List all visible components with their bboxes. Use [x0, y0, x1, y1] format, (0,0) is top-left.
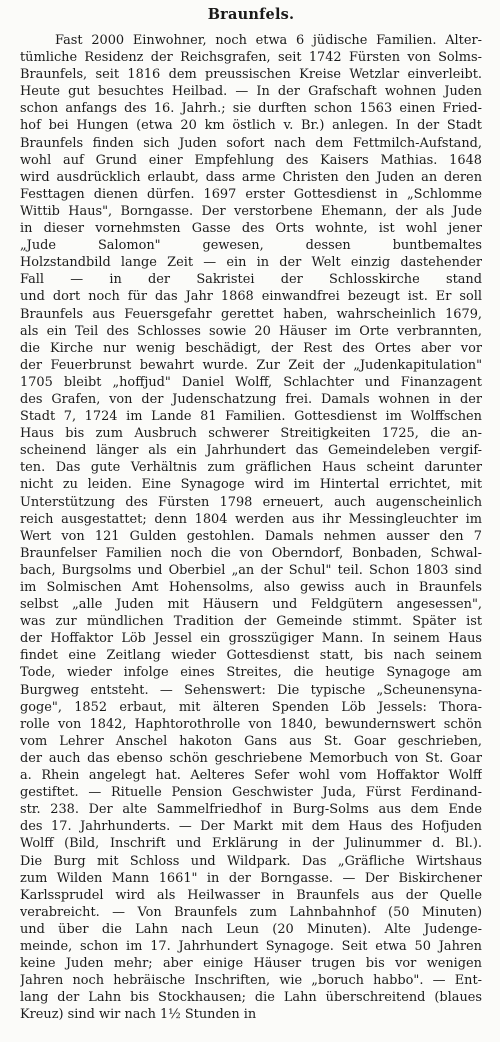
- text-line: Fall — in der Sakristei der Schlosskirche stand: [20, 272, 482, 288]
- text-line: Fast 2000 Einwohner, noch etwa 6 jüdische Familien. Alter-: [20, 33, 482, 48]
- text-line: was zur mündlichen Tradition der Gemeinde stimmt. Später ist: [20, 614, 482, 630]
- text-line: Die Burg mit Schloss und Wildpark. Das „Gräfliche Wirtshaus: [20, 853, 482, 869]
- text-line: bach, Burgsolms und Oberbiel „an der Schul" teil. Schon 1803 sind: [20, 562, 482, 578]
- text-line: tümliche Residenz der Reichsgrafen, seit 1742 Fürsten von Solms-: [20, 50, 482, 66]
- page-title: Braunfels.: [207, 6, 295, 23]
- text-line: verabreicht. — Von Braunfels zum Lahnbahnhof (50 Minuten): [20, 904, 482, 920]
- text-line: des 17. Jahrhunderts. — Der Markt mit dem Haus des Hofjuden: [20, 819, 482, 835]
- text-line: Jahren noch hebräische Inschriften, wie „boruch habbo". — Ent-: [20, 973, 482, 989]
- text-line: 1705 bleibt „hoffjud" Daniel Wolff, Schlachter und Finanzagent: [20, 374, 482, 390]
- text-line: Stadt 7, 1724 im Lande 81 Familien. Gottesdienst im Wolffschen: [20, 409, 482, 425]
- text-line: wohl auf Grund einer Empfehlung des Kaisers Mathias. 1648: [20, 152, 482, 168]
- text-line: Karlssprudel wird als Heilwasser in Braunfels aus der Quelle: [20, 887, 482, 903]
- text-line: Braunfels aus Feuersgefahr gerettet haben, wahrscheinlich 1679,: [20, 306, 482, 322]
- text-line: als ein Teil des Schlosses sowie 20 Häuser im Orte verbrannten,: [20, 323, 482, 339]
- text-line: Festtagen dienen dürfen. 1697 erster Gottesdienst in „Schlomme: [20, 186, 482, 202]
- text-line: Tode, wieder infolge eines Streites, die heutige Synagoge am: [20, 665, 482, 681]
- text-line: goge", 1852 erbaut, mit älteren Spenden Löb Jessels: Thora-: [20, 699, 482, 715]
- text-line: der auch das ebenso schön geschriebene Memorbuch von St. Goar: [20, 750, 482, 766]
- text-line: Braunfelser Familien noch die von Oberndorf, Bonbaden, Schwal-: [20, 545, 482, 561]
- text-line: selbst „alle Juden mit Häusern und Feldgütern angesessen",: [20, 597, 482, 613]
- text-line: des Grafen, von der Judenschatzung frei. Damals wohnen in der: [20, 391, 482, 407]
- text-line: nicht zu leiden. Eine Synagoge wird im Hintertal errichtet, mit: [20, 477, 482, 493]
- body-text: [20, 32, 482, 1023]
- text-line: Wittib Haus", Borngasse. Der verstorbene Ehemann, der als Jude: [20, 203, 482, 219]
- text-line: hof bei Hungen (etwa 20 km östlich v. Br.) anlegen. In der Stadt: [20, 118, 482, 134]
- text-line: wird ausdrücklich erlaubt, dass arme Christen den Juden an deren: [20, 169, 482, 185]
- text-line: reich ausgestattet; denn 1804 werden aus ihr Messingleuchter im: [20, 511, 482, 527]
- text-line: die Kirche nur wenig beschädigt, der Rest des Ortes aber vor: [20, 340, 482, 356]
- text-line: Kreuz) sind wir nach 1½ Stunden in: [20, 1007, 257, 1023]
- text-line: Unterstützung des Fürsten 1798 erneuert, auch augenscheinlich: [20, 494, 482, 510]
- text-line: rolle von 1842, Haphtorothrolle von 1840, bewundernswert schön: [20, 716, 482, 732]
- text-line: meinde, schon im 17. Jahrhundert Synagoge. Seit etwa 50 Jahren: [20, 938, 482, 954]
- text-line: keine Juden mehr; aber einige Häuser trugen bis vor wenigen: [20, 956, 482, 972]
- text-line: Haus bis zum Ausbruch schwerer Streitigkeiten 1725, die an-: [20, 426, 482, 442]
- text-line: „Jude Salomon" gewesen, dessen buntbemaltes: [20, 238, 482, 254]
- text-line: str. 238. Der alte Sammelfriedhof in Burg-Solms aus dem Ende: [20, 802, 482, 818]
- text-line: zum Wilden Mann 1661" in der Borngasse. — Der Biskirchener: [20, 870, 482, 886]
- text-line: schon anfangs des 16. Jahrh.; sie durften schon 1563 einen Fried-: [20, 101, 482, 117]
- text-line: lang der Lahn bis Stockhausen; die Lahn überschreitend (blaues: [20, 990, 482, 1006]
- text-line: ten. Das gute Verhältnis zum gräflichen Haus scheint darunter: [20, 460, 482, 476]
- text-line: und über die Lahn nach Leun (20 Minuten). Alte Judenge-: [20, 921, 482, 937]
- text-line: Wert von 121 Gulden gestohlen. Damals nehmen ausser den 7: [20, 528, 482, 544]
- text-line: Holzstandbild lange Zeit — ein in der Welt einzig dastehender: [20, 255, 482, 271]
- text-line: der Feuerbrunst bewahrt wurde. Zur Zeit der „Judenkapitulation": [20, 357, 482, 373]
- text-line: der Hoffaktor Löb Jessel ein grosszügiger Mann. In seinem Haus: [20, 631, 482, 647]
- text-line: Burgweg entsteht. — Sehenswert: Die typische „Scheunensyna-: [20, 682, 482, 698]
- text-line: im Solmischen Amt Hohensolms, also gewiss auch in Braunfels: [20, 580, 482, 595]
- text-line: in dieser vornehmsten Gasse des Orts wohnte, ist wohl jener: [20, 221, 482, 237]
- text-line: Braunfels, seit 1816 dem preussischen Kreise Wetzlar einverleibt.: [20, 67, 482, 83]
- text-line: Wolff (Bild, Inschrift und Erklärung in der Julinummer d. Bl.).: [20, 836, 482, 852]
- text-line: findet eine Zeitlang wieder Gottesdienst statt, bis nach seinem: [20, 648, 482, 664]
- text-line: gestiftet. — Rituelle Pension Geschwister Juda, Fürst Ferdinand-: [20, 785, 482, 801]
- text-line: vom Lehrer Anschel hakoton Gans aus St. Goar geschrieben,: [20, 733, 482, 749]
- text-line: Braunfels finden sich Juden sofort nach dem Fettmilch-Aufstand,: [20, 135, 482, 151]
- text-line: Heute gut besuchtes Heilbad. — In der Grafschaft wohnen Juden: [20, 84, 482, 100]
- text-line: scheinend länger als ein Jahrhundert das Gemeindeleben vergif-: [20, 443, 482, 459]
- text-line: a. Rhein angelegt hat. Aelteres Sefer wohl vom Hoffaktor Wolff: [20, 768, 482, 784]
- text-line: und dort noch für das Jahr 1868 einwandfrei bezeugt ist. Er soll: [20, 289, 482, 305]
